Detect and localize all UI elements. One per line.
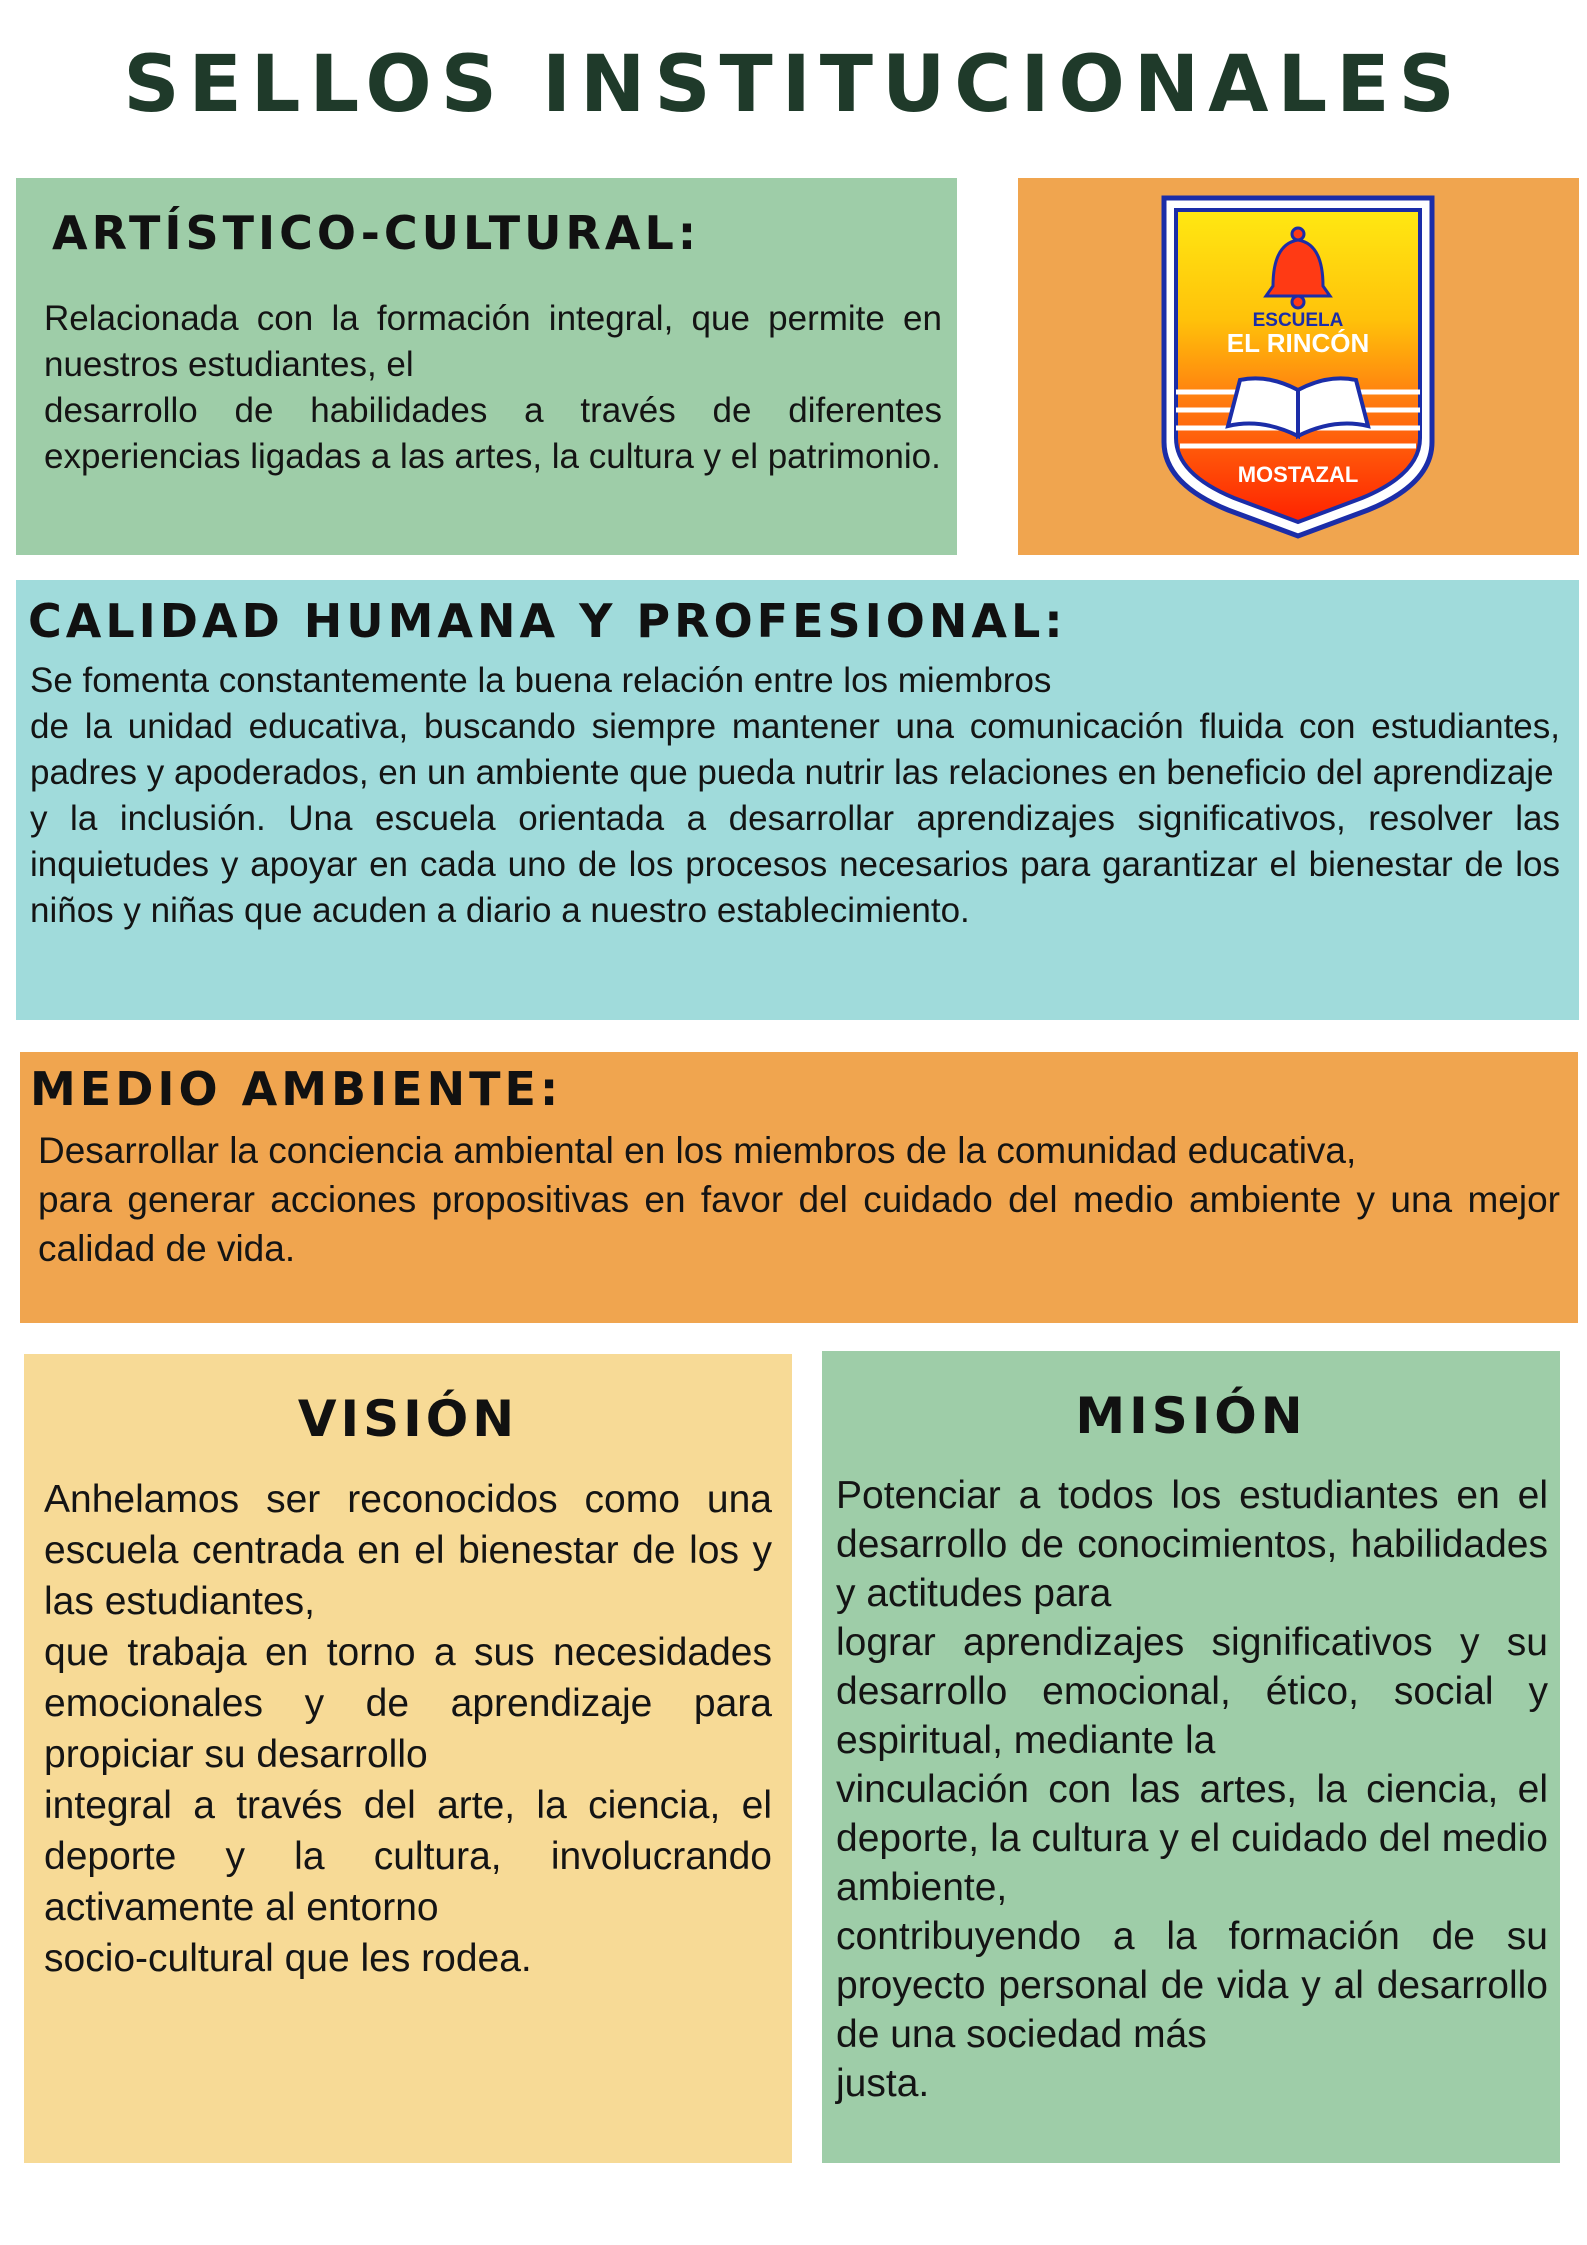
medio-ambiente-heading: MEDIO AMBIENTE:: [30, 1062, 563, 1116]
page-title: SELLOS INSTITUCIONALES: [123, 40, 1464, 130]
vision-text: Anhelamos ser reconocidos como una escuela centrada en el bienestar de los y las estudiantes, que trabaja en torno a sus necesidades emocionales y de aprendizaje para propiciar su desarrollo integral a través del arte, la ciencia, el deporte y la cultura, involucrando activamente al entorno socio-cultural que les rodea.: [44, 1478, 772, 1980]
mision-heading: MISIÓN: [1075, 1387, 1307, 1445]
mision-text: Potenciar a todos los estudiantes en el desarrollo de conocimientos, habilidades y actitudes para lograr aprendizajes significativos y su desarrollo emocional, ético, social y espiritual, mediante la vinculación con las artes, la ciencia, el deporte, la cultura y el cuidado del medio ambiente, contribuyendo a la formación de su proyecto personal de vida y al desarrollo de una sociedad más justa.: [836, 1474, 1548, 2105]
logo-card: [1018, 178, 1579, 555]
calidad-humana-card: [16, 580, 1579, 1020]
logo-school-name: EL RINCÓN: [1226, 328, 1370, 358]
artistico-cultural-heading: ARTÍSTICO-CULTURAL:: [52, 206, 701, 260]
logo-town-name: MOSTAZAL: [1237, 462, 1359, 487]
artistico-cultural-text: Relacionada con la formación integral, que permite en nuestros estudiantes, el desarrollo de habilidades a través de diferentes experiencias ligadas a las artes, la cultura y el patrimonio.: [44, 299, 942, 476]
vision-heading: VISIÓN: [297, 1390, 519, 1448]
medio-ambiente-text: Desarrollar la conciencia ambiental en los miembros de la comunidad educativa, para generar acciones propositivas en favor del cuidado del medio ambiente y una mejor calidad de vida.: [38, 1130, 1560, 1269]
medio-ambiente-card: [20, 1052, 1578, 1323]
school-crest-logo: [1158, 192, 1438, 542]
vision-card: [24, 1354, 792, 2163]
artistico-cultural-card: [16, 178, 957, 555]
logo-school-label: ESCUELA: [1252, 310, 1344, 331]
mision-card: [822, 1351, 1560, 2163]
calidad-humana-heading: CALIDAD HUMANA Y PROFESIONAL:: [28, 594, 1067, 648]
calidad-humana-text: Se fomenta constantemente la buena relación entre los miembros de la unidad educativa, buscando siempre mantener una comunicación fluida con estudiantes, padres y apoderados, en un ambiente que pueda nutrir las relaciones en beneficio del aprendizaje y la inclusión. Una escuela orientada a desarrollar aprendizajes significativos, resolver las inquietudes y apoyar en cada uno de los procesos necesarios para garantizar el bienestar de los niños y niñas que acuden a diario a nuestro establecimiento.: [30, 661, 1560, 930]
